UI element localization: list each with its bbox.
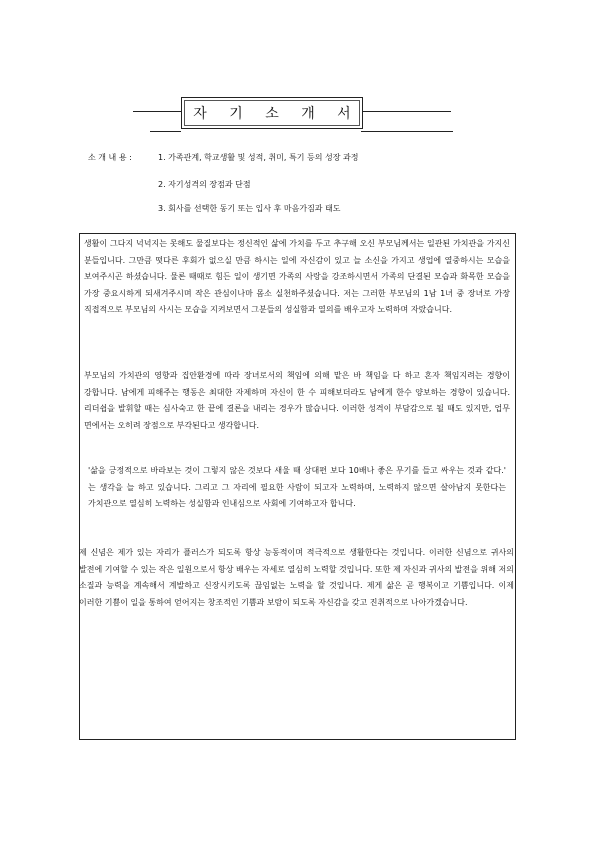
contents-item-2: 2. 자기성격의 장점과 단점 — [158, 180, 251, 189]
page-title: 자 기 소 개 서 — [193, 106, 360, 122]
title-rule-right — [361, 111, 451, 112]
contents-item-1: 1. 가족관계, 학교생활 및 성적, 취미, 특기 등의 성장 과정 — [158, 153, 359, 162]
title-box — [181, 97, 363, 129]
paragraph-family: 생활이 그다지 넉넉지는 못해도 물질보다는 정신적인 삶에 가치를 두고 추구해 오신 부모님께서는 일관된 가치관을 가지신 분들입니다. 그만큼 떳다른 후회가 없으실 만큼 하시는 일에 자신감이 있고 늘 소신을 가지고 생업에 열중하시는 모습을 보여주시곤 하셨습니다. 물론 때때로 힘든 일이 생기면 가족의 사랑을 강조하시면서 가족의 단결된 모습과 화목한 모습을 가장 중요시하게 되새겨주시며 작은 관심이나마 몸소 실천하주셨습니다. 저는 그러한 부모님의 1남 1녀 중 장녀로 가장 직접적으로 부모님의 사시는 모습을 지켜보면서 그분들의 성실함과 열의를 배우고자 노력하며 자랐습니다. — [84, 239, 510, 315]
title-rule-left-lower — [150, 131, 181, 132]
contents-item-3: 3. 회사를 선택한 동기 또는 입사 후 마음가짐과 태도 — [158, 204, 341, 213]
contents-label: 소 개 내 용 : — [88, 153, 132, 162]
paragraph-personality: 부모님의 가치관의 영향과 집안환경에 따라 장녀로서의 책임에 의해 맡은 바 책임을 다 하고 혼자 책임지려는 경향이 강합니다. 남에게 피해주는 행동은 최대한 자제하며 자신이 한 수 피해보더라도 남에게 한수 양보하는 경향이 있습니다. 리더쉽을 발휘할 때는 심사숙고 한 끝에 결론을 내리는 경우가 많습니다. 이러한 성격이 부담감으로 될 때도 있지만, 업무 면에서는 오히려 장점으로 부각된다고 생각합니다. — [84, 371, 510, 430]
paragraph-motivation: 제 신념은 제가 있는 자리가 플러스가 되도록 항상 능동적이며 적극적으로 생활한다는 것입니다. 이러한 신념으로 귀사의 발전에 기여할 수 있는 작은 일원으로서 항상 배우는 자세로 열심히 노력할 것입니다. 또한 제 자신과 귀사의 발전을 위해 저의 소질과 능력을 계속해서 계발하고 신장시키도록 끊임없는 노력을 할 것입니다. 제게 삶은 곧 행복이고 기쁨입니다. 이제 이러한 기쁨이 일을 통하여 얻어지는 창조적인 기쁨과 보람이 되도록 자신감을 갖고 진취적으로 나아가겠습니다. — [79, 548, 514, 607]
paragraph-values: '삶을 긍정적으로 바라보는 것이 그렇지 않은 것보다 새울 때 상대편 보다 10배나 좋은 무기를 들고 싸우는 것과 같다.' 는 생각을 늘 하고 있습니다. 그리고 그 자리에 필요한 사람이 되고자 노력하며, 노력하지 않으면 살아남지 못한다는 가치관으로 열심히 노력하는 성실함과 인내심으로 사회에 기여하고자 합니다. — [88, 466, 506, 509]
title-rule-right-lower — [361, 131, 453, 132]
title-rule-left — [133, 111, 181, 112]
